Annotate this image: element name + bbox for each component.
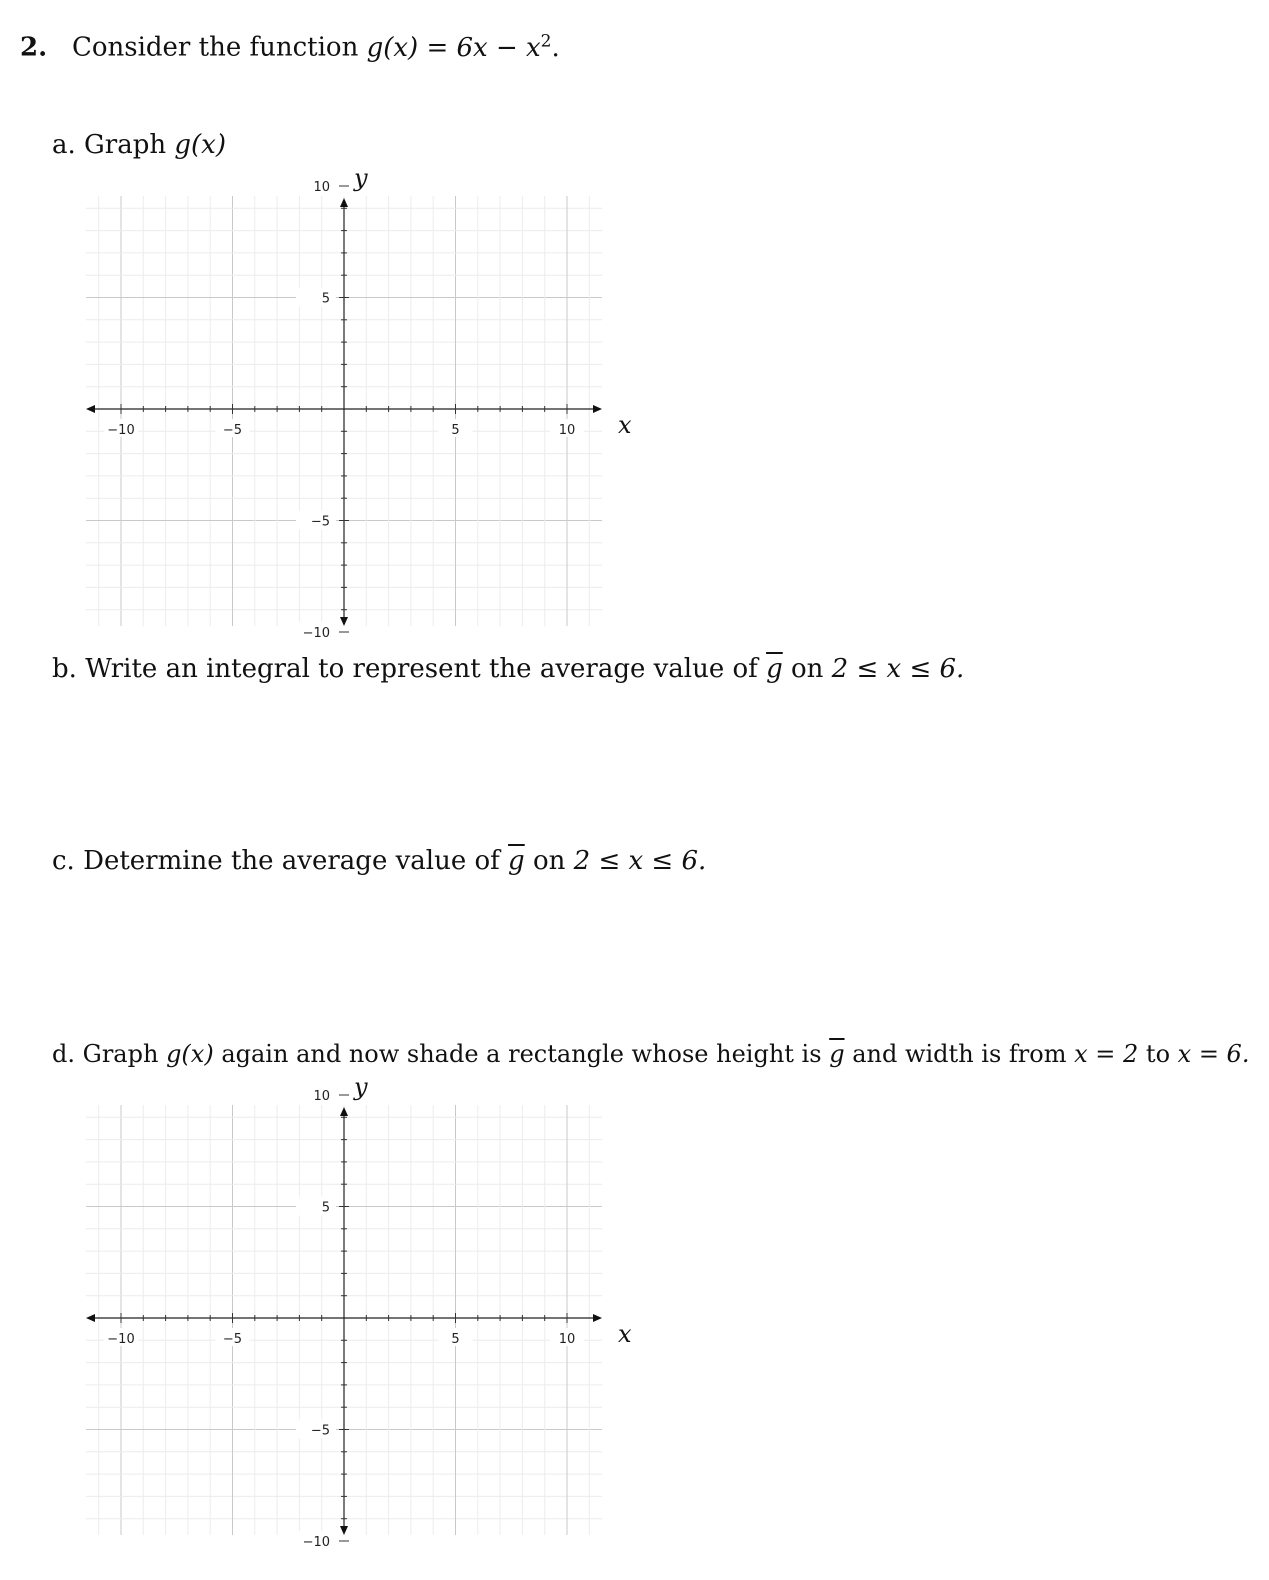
graph-a[interactable] bbox=[84, 160, 632, 641]
function-period: . bbox=[551, 32, 560, 63]
y-axis-label: y bbox=[354, 164, 368, 192]
x-tick-label: −5 bbox=[222, 1332, 243, 1347]
part-c-interval: 2 ≤ x ≤ 6. bbox=[573, 846, 707, 876]
function-exponent: 2 bbox=[540, 31, 552, 51]
y-tick-label: −5 bbox=[310, 514, 330, 530]
part-d-eq1: x = 2 bbox=[1074, 1040, 1139, 1068]
y-tick-label: 5 bbox=[321, 1200, 330, 1216]
part-b bbox=[52, 654, 964, 684]
y-axis-arrow-up bbox=[340, 198, 348, 207]
part-d-text2: again and now shade a rectangle whose height is bbox=[221, 1040, 822, 1068]
x-tick-label: 10 bbox=[558, 423, 576, 438]
part-a-expr: g(x) bbox=[174, 130, 226, 160]
y-tick-label: −10 bbox=[302, 1535, 330, 1550]
x-axis-arrow-left bbox=[86, 405, 95, 413]
part-d-eq2: x = 6. bbox=[1177, 1040, 1250, 1068]
problem-number: 2. bbox=[20, 32, 48, 63]
part-d-text3: and width is from bbox=[852, 1040, 1067, 1068]
graph-d[interactable] bbox=[84, 1069, 632, 1550]
part-d-label: d. bbox=[52, 1040, 75, 1068]
x-tick-label: −10 bbox=[107, 423, 135, 438]
part-c-text: Determine the average value of bbox=[83, 846, 500, 876]
y-tick-label: −5 bbox=[310, 1423, 330, 1439]
y-axis-label: y bbox=[354, 1073, 368, 1101]
part-a bbox=[52, 130, 226, 160]
part-b-label: b. bbox=[52, 654, 77, 684]
y-tick-label: −10 bbox=[302, 626, 330, 641]
x-axis-label: x bbox=[618, 1320, 632, 1348]
y-tick-label: 10 bbox=[313, 180, 330, 195]
part-c bbox=[52, 846, 706, 876]
x-tick-label: 10 bbox=[558, 1332, 576, 1347]
coordinate-grid-d[interactable] bbox=[84, 1069, 644, 1550]
y-axis-arrow-down bbox=[340, 1526, 348, 1535]
y-tick-label-bg bbox=[296, 1197, 336, 1216]
problem-statement bbox=[20, 26, 560, 63]
function-rhs: = 6x − x bbox=[426, 32, 541, 63]
function-lhs: g(x) bbox=[366, 32, 419, 63]
x-axis-arrow-right bbox=[593, 405, 602, 413]
part-b-gbar: $\overline{g}$ bbox=[766, 654, 783, 684]
function-formula bbox=[367, 33, 560, 63]
x-axis-arrow-right bbox=[593, 1314, 602, 1322]
x-axis-arrow-left bbox=[86, 1314, 95, 1322]
part-b-on: on bbox=[791, 654, 824, 684]
part-c-label: c. bbox=[52, 846, 75, 876]
part-d-expr: g(x) bbox=[166, 1040, 214, 1068]
y-tick-label: 5 bbox=[321, 291, 330, 307]
part-b-text: Write an integral to represent the average value of bbox=[85, 654, 758, 684]
y-axis-arrow-up bbox=[340, 1107, 348, 1116]
part-d-gbar: $\overline{g}$ bbox=[829, 1040, 845, 1068]
x-axis-label: x bbox=[618, 411, 632, 439]
y-tick-label-bg bbox=[296, 288, 336, 307]
part-d bbox=[52, 1039, 1249, 1069]
part-c-on: on bbox=[532, 846, 566, 876]
part-b-interval: 2 ≤ x ≤ 6. bbox=[831, 654, 965, 684]
y-tick-label: 10 bbox=[313, 1089, 330, 1104]
part-c-gbar: $\overline{g}$ bbox=[508, 846, 525, 876]
x-tick-label: 5 bbox=[451, 423, 460, 438]
part-d-to: to bbox=[1145, 1040, 1171, 1068]
part-a-label: a. bbox=[52, 130, 76, 160]
part-a-text: Graph bbox=[84, 130, 167, 160]
coordinate-grid-a[interactable] bbox=[84, 160, 644, 641]
y-axis-arrow-down bbox=[340, 617, 348, 626]
problem-lead: Consider the function bbox=[71, 32, 359, 63]
x-tick-label: −10 bbox=[107, 1332, 135, 1347]
x-tick-label: −5 bbox=[222, 423, 243, 438]
x-tick-label: 5 bbox=[451, 1332, 460, 1347]
part-d-text1: Graph bbox=[82, 1040, 159, 1068]
